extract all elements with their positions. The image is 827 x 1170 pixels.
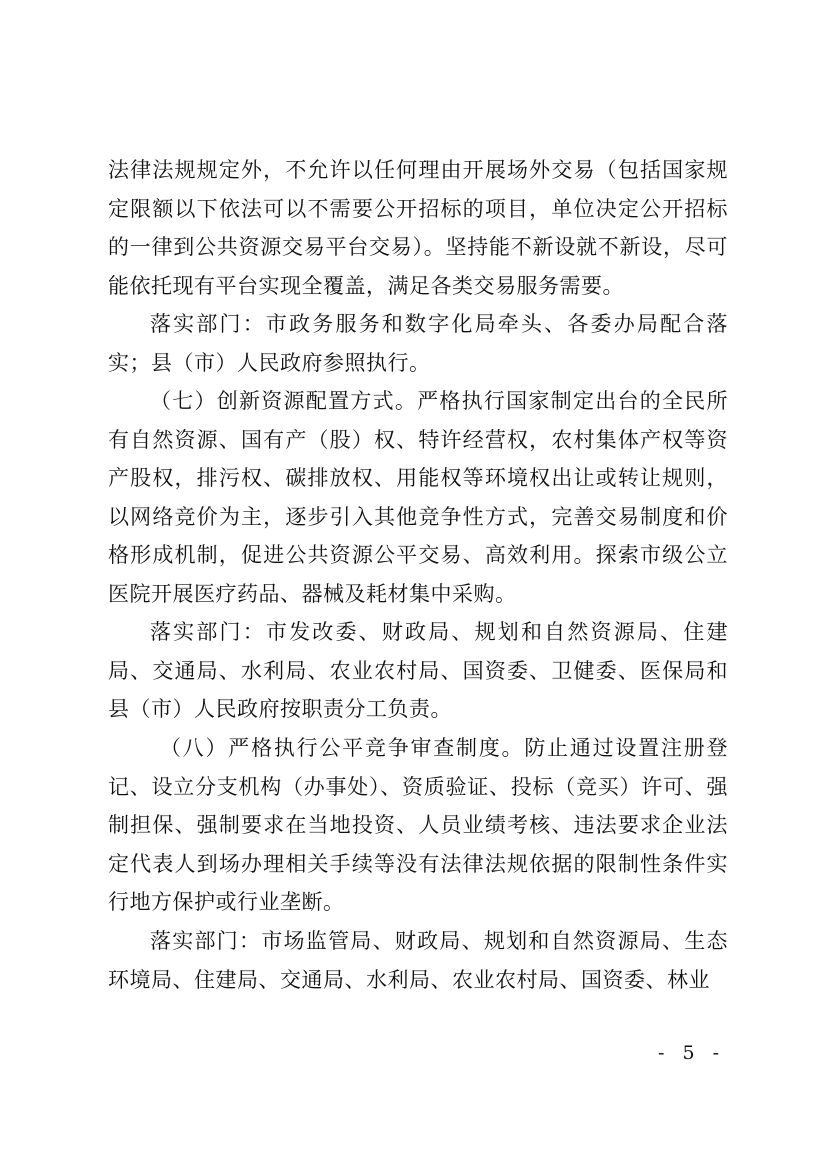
paragraph-section-eight: （八）严格执行公平竞争审查制度。防止通过设置注册登记、设立分支机构（办事处）、资质验证、投标（竞买）许可、强制担保、强制要求在当地投资、人员业绩考核、违法要求企业法定代表人到场办理相关手续等没有法律法规依据的限制性条件实行地方保护或行业垄断。 [108,736,728,914]
page-number: - 5 - [657,1042,725,1064]
paragraph-responsible-departments-3: 落实部门：市场监管局、财政局、规划和自然资源局、生态环境局、住建局、交通局、水利局、农业农村局、国资委、林业 [108,929,728,992]
paragraph-responsible-departments-1: 落实部门：市政务服务和数字化局牵头、各委办局配合落实；县（市）人民政府参照执行。 [108,312,728,375]
paragraph-responsible-departments-2: 落实部门：市发改委、财政局、规划和自然资源局、住建局、交通局、水利局、农业农村局、国资委、卫健委、医保局和县（市）人民政府按职责分工负责。 [108,620,728,721]
paragraph-section-seven: （七）创新资源配置方式。严格执行国家制定出台的全民所有自然资源、国有产（股）权、特许经营权，农村集体产权等资产股权，排污权、碳排放权、用能权等环境权出让或转让规则，以网络竞价为主，逐步引入其他竞争性方式，完善交易制度和价格形成机制，促进公共资源公平交易、高效利用。探索市级公立医院开展医疗药品、器械及耗材集中采购。 [108,389,728,606]
paragraph-continuation: 法律法规规定外，不允许以任何理由开展场外交易（包括国家规定限额以下依法可以不需要公开招标的项目，单位决定公开招标的一律到公共资源交易平台交易）。坚持能不新设就不新设，尽可能依托现有平台实现全覆盖，满足各类交易服务需要。 [108,158,728,298]
